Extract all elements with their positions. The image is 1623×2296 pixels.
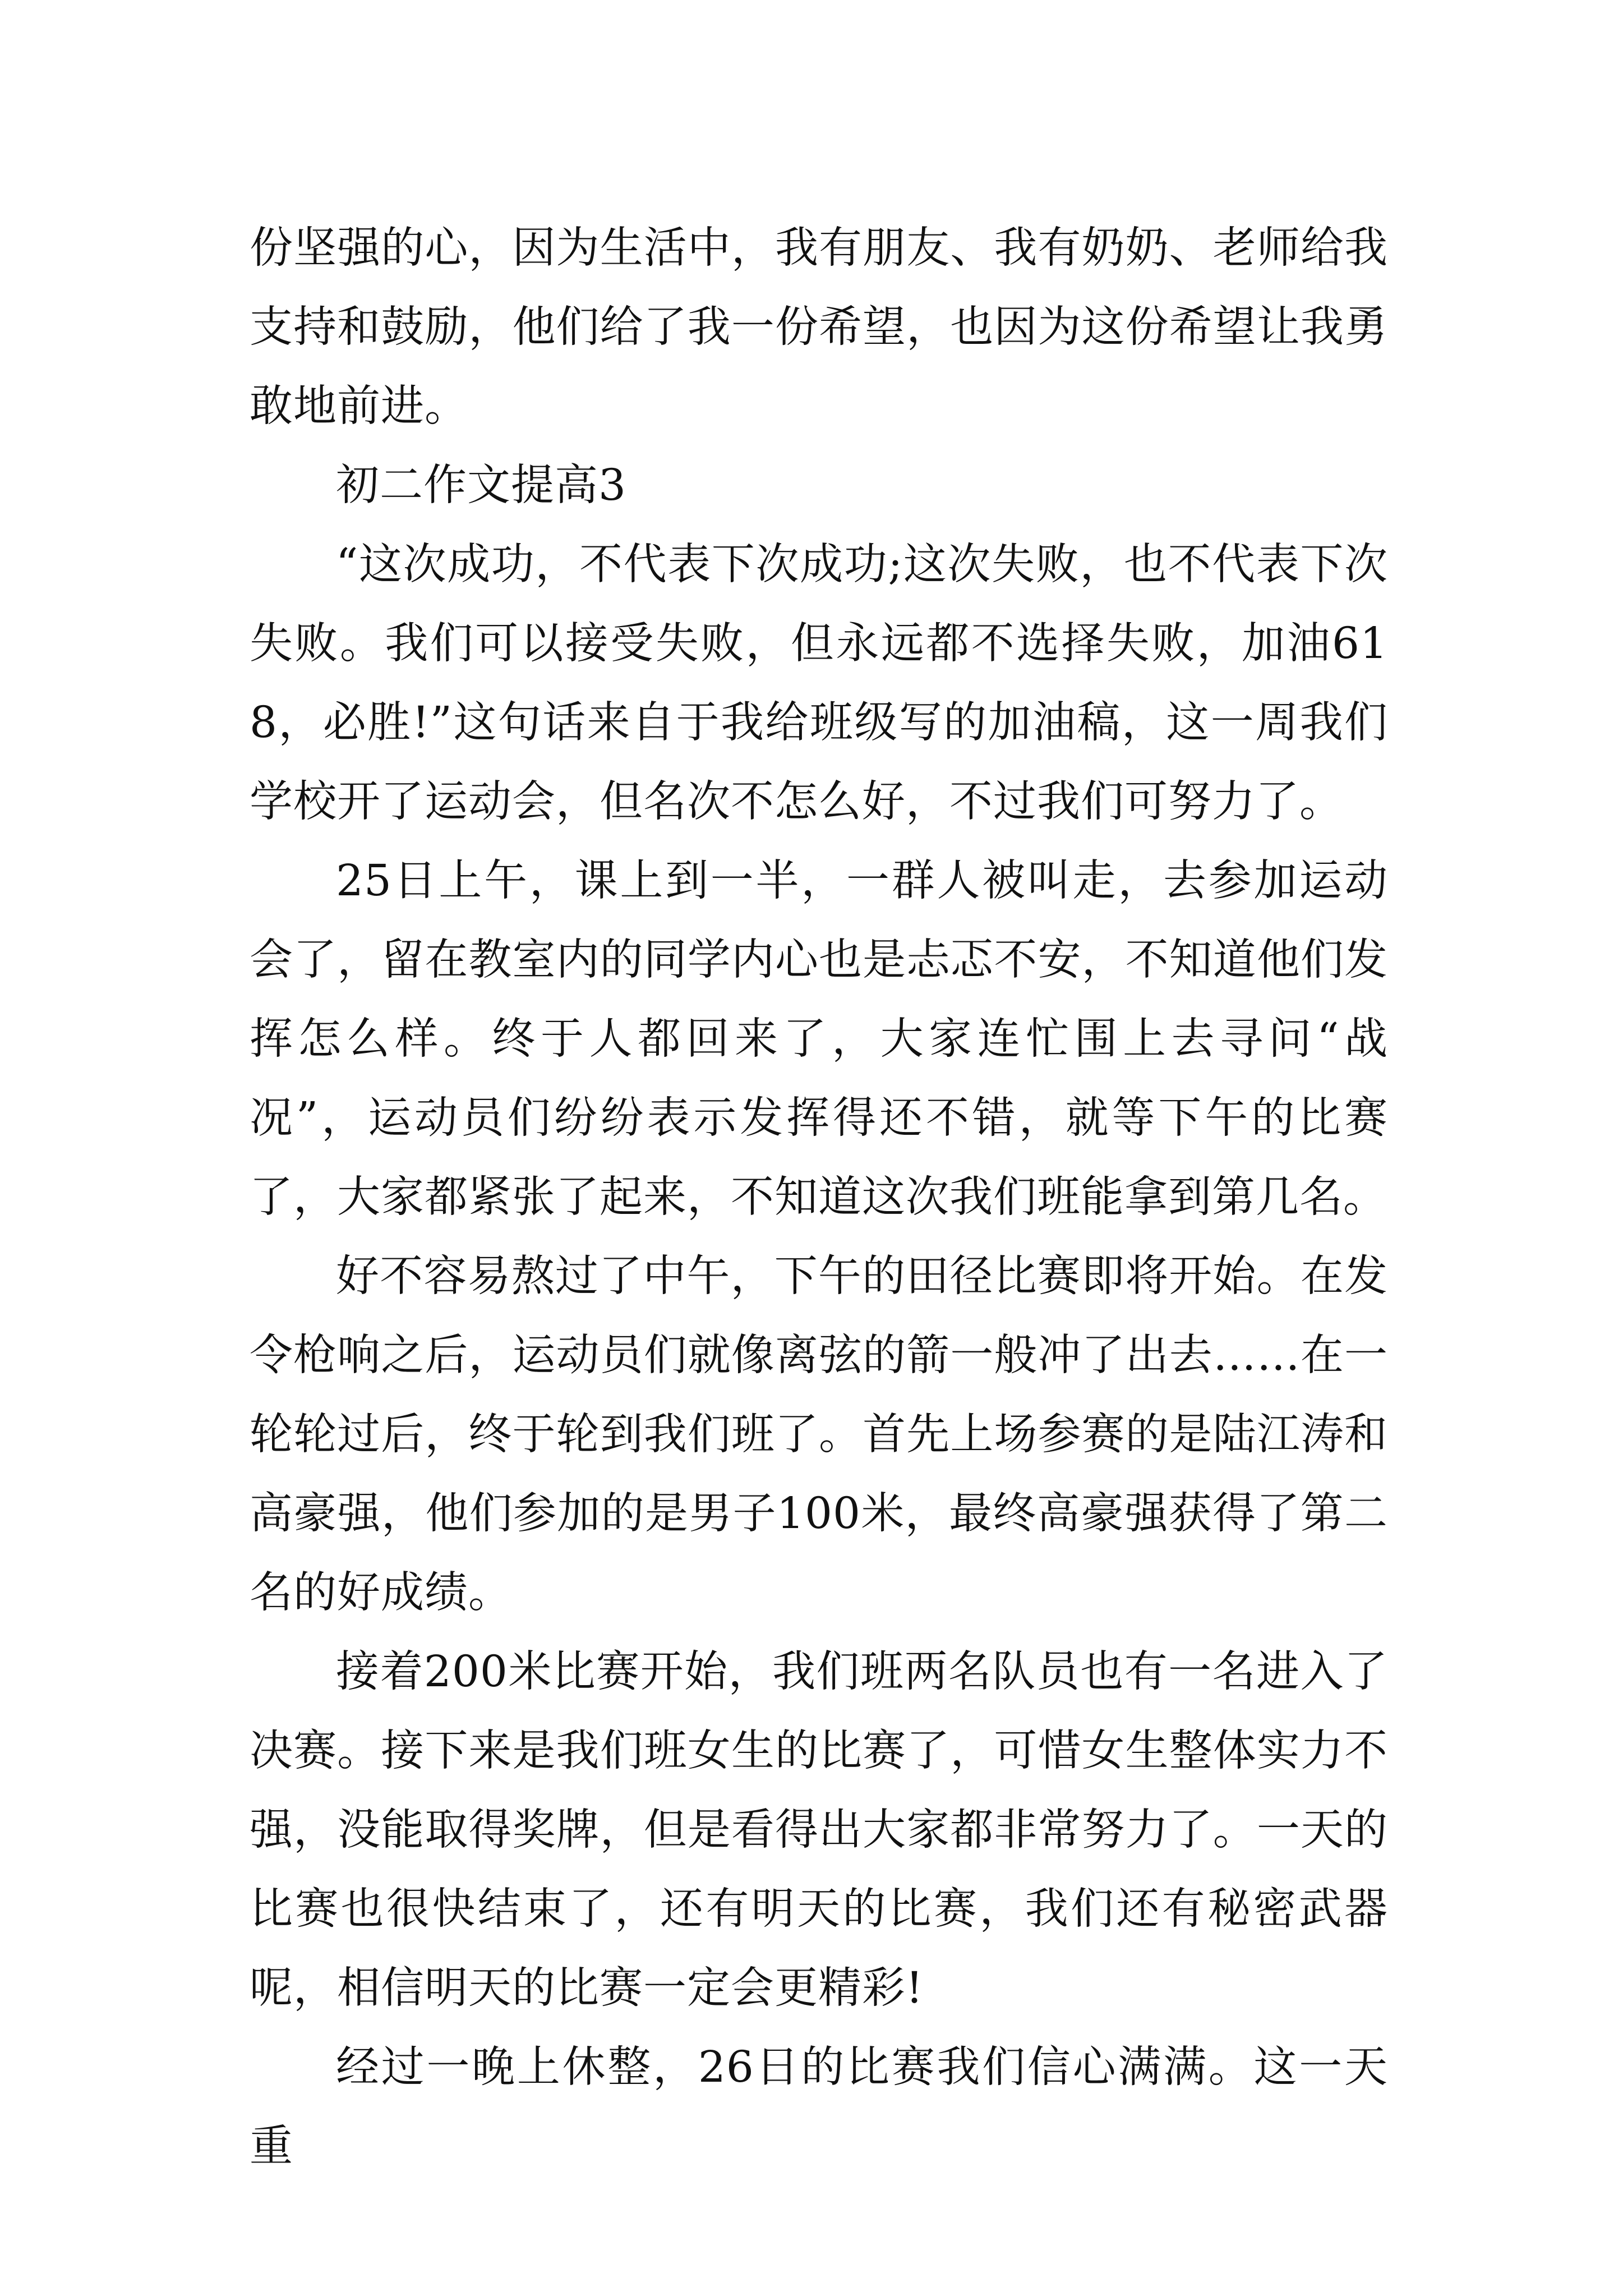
- essay-text: [250, 209, 1388, 2186]
- paragraph-continuation: 份坚强的心，因为生活中，我有朋友、我有奶奶、老师给我支持和鼓励，他们给了我一份希望，也因为这份希望让我勇敢地前进。: [250, 223, 1388, 431]
- paragraph: 接着200米比赛开始，我们班两名队员也有一名进入了决赛。接下来是我们班女生的比赛了，可惜女生整体实力不强，没能取得奖牌，但是看得出大家都非常努力了。一天的比赛也很快结束了，还有明天的比赛，我们还有秘密武器呢，相信明天的比赛一定会更精彩!: [250, 1647, 1388, 2013]
- paragraph: 经过一晚上休整，26日的比赛我们信心满满。这一天重: [250, 2042, 1388, 2171]
- paragraph: “这次成功，不代表下次成功;这次失败，也不代表下次失败。我们可以接受失败，但永远都不选择失败，加油618，必胜!”这句话来自于我给班级写的加油稿，这一周我们学校开了运动会，但名次不怎么好，不过我们可努力了。: [250, 540, 1388, 827]
- paragraph: 25日上午，课上到一半，一群人被叫走，去参加运动会了，留在教室内的同学内心也是忐忑不安，不知道他们发挥怎么样。终于人都回来了，大家连忙围上去寻问“战况”，运动员们纷纷表示发挥得还不错，就等下午的比赛了，大家都紧张了起来，不知道这次我们班能拿到第几名。: [250, 856, 1388, 1222]
- paragraph: 好不容易熬过了中午，下午的田径比赛即将开始。在发令枪响之后，运动员们就像离弦的箭一般冲了出去……在一轮轮过后，终于轮到我们班了。首先上场参赛的是陆江涛和高豪强，他们参加的是男子100米，最终高豪强获得了第二名的好成绩。: [250, 1251, 1388, 1618]
- section-heading: 初二作文提高3: [336, 461, 626, 510]
